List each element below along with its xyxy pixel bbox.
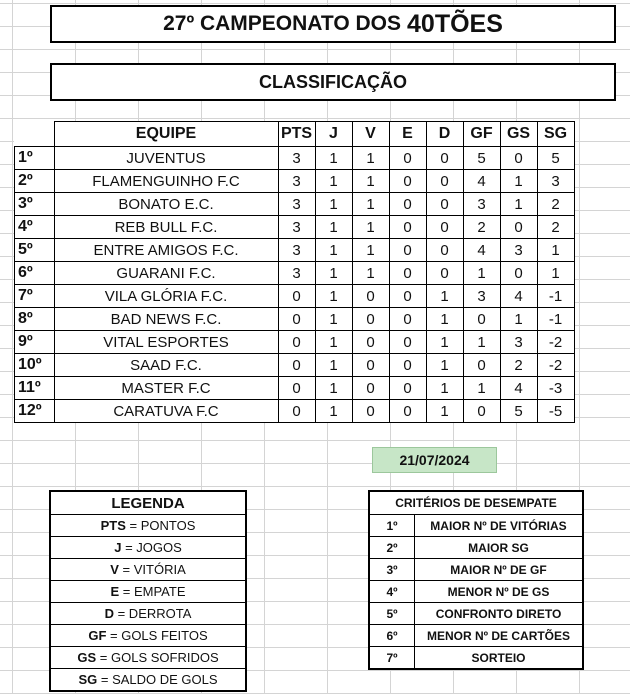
legend-abbr: V	[110, 562, 119, 577]
v-cell: 1	[352, 147, 389, 170]
e-cell: 0	[389, 170, 426, 193]
d-cell: 1	[426, 285, 463, 308]
pts-cell: 3	[278, 216, 315, 239]
d-cell: 0	[426, 216, 463, 239]
d-cell: 1	[426, 400, 463, 423]
d-cell: 1	[426, 354, 463, 377]
legend-abbr: GF	[88, 628, 107, 643]
team-cell: ENTRE AMIGOS F.C.	[54, 239, 278, 262]
criteria-rank: 2º	[369, 537, 415, 559]
sg-cell: -1	[537, 308, 574, 331]
legend-row	[50, 581, 246, 603]
criteria-text: MAIOR Nº DE GF	[415, 559, 584, 581]
v-cell: 0	[352, 308, 389, 331]
legend-meaning: = JOGOS	[121, 540, 182, 555]
gs-cell: 1	[500, 308, 537, 331]
j-cell: 1	[315, 147, 352, 170]
d-cell: 1	[426, 308, 463, 331]
table-row	[15, 285, 575, 308]
table-row	[15, 400, 575, 423]
table-row	[15, 239, 575, 262]
criteria-text: MENOR Nº DE CARTÕES	[415, 625, 584, 647]
gf-cell: 2	[463, 216, 500, 239]
position-cell: 1º	[15, 147, 55, 170]
gf-cell: 0	[463, 308, 500, 331]
sg-cell: -5	[537, 400, 574, 423]
team-cell: JUVENTUS	[54, 147, 278, 170]
legend-title: LEGENDA	[50, 491, 246, 515]
sg-cell: 1	[537, 262, 574, 285]
table-row	[15, 216, 575, 239]
d-cell: 0	[426, 170, 463, 193]
e-cell: 0	[389, 400, 426, 423]
position-cell: 12º	[15, 400, 55, 423]
pts-cell: 0	[278, 400, 315, 423]
gf-cell: 4	[463, 170, 500, 193]
gs-cell: 1	[500, 193, 537, 216]
criteria-rank: 4º	[369, 581, 415, 603]
v-cell: 0	[352, 285, 389, 308]
position-cell: 6º	[15, 262, 55, 285]
d-cell: 0	[426, 239, 463, 262]
gf-cell: 1	[463, 377, 500, 400]
title-number: 40TÕES	[407, 9, 503, 38]
table-row	[15, 354, 575, 377]
gs-cell: 0	[500, 216, 537, 239]
criteria-title: CRITÉRIOS DE DESEMPATE	[369, 491, 583, 515]
sg-cell: -1	[537, 285, 574, 308]
position-cell: 5º	[15, 239, 55, 262]
gf-cell: 4	[463, 239, 500, 262]
legend-item	[50, 669, 246, 692]
legend-item	[50, 537, 246, 559]
gs-cell: 1	[500, 170, 537, 193]
gf-cell: 1	[463, 331, 500, 354]
legend-row	[50, 537, 246, 559]
sg-cell: -2	[537, 331, 574, 354]
legend-meaning: = GOLS SOFRIDOS	[96, 650, 219, 665]
sg-cell: 5	[537, 147, 574, 170]
gs-cell: 3	[500, 331, 537, 354]
v-cell: 1	[352, 170, 389, 193]
position-cell: 10º	[15, 354, 55, 377]
header-gs: GS	[500, 122, 537, 147]
sg-cell: 3	[537, 170, 574, 193]
pts-cell: 3	[278, 193, 315, 216]
j-cell: 1	[315, 377, 352, 400]
standings-header-row	[15, 122, 575, 147]
header-d: D	[426, 122, 463, 147]
legend-meaning: = EMPATE	[119, 584, 186, 599]
gs-cell: 4	[500, 285, 537, 308]
v-cell: 0	[352, 331, 389, 354]
legend-item	[50, 581, 246, 603]
criteria-row	[369, 515, 583, 537]
legend-meaning: = GOLS FEITOS	[106, 628, 208, 643]
pts-cell: 0	[278, 331, 315, 354]
criteria-rank: 3º	[369, 559, 415, 581]
j-cell: 1	[315, 193, 352, 216]
e-cell: 0	[389, 216, 426, 239]
legend-item	[50, 625, 246, 647]
criteria-rank: 7º	[369, 647, 415, 670]
j-cell: 1	[315, 308, 352, 331]
e-cell: 0	[389, 262, 426, 285]
j-cell: 1	[315, 400, 352, 423]
team-cell: MASTER F.C	[54, 377, 278, 400]
header-equipe: EQUIPE	[54, 122, 278, 147]
criteria-text: MENOR Nº DE GS	[415, 581, 584, 603]
position-cell: 9º	[15, 331, 55, 354]
e-cell: 0	[389, 308, 426, 331]
team-cell: CARATUVA F.C	[54, 400, 278, 423]
team-cell: SAAD F.C.	[54, 354, 278, 377]
j-cell: 1	[315, 239, 352, 262]
position-cell: 2º	[15, 170, 55, 193]
gs-cell: 4	[500, 377, 537, 400]
sg-cell: 1	[537, 239, 574, 262]
v-cell: 0	[352, 377, 389, 400]
pts-cell: 0	[278, 285, 315, 308]
header-sg: SG	[537, 122, 574, 147]
d-cell: 0	[426, 147, 463, 170]
gs-cell: 0	[500, 262, 537, 285]
j-cell: 1	[315, 216, 352, 239]
e-cell: 0	[389, 331, 426, 354]
d-cell: 1	[426, 377, 463, 400]
legend-meaning: = VITÓRIA	[118, 562, 186, 577]
legend-item	[50, 515, 246, 537]
legend-row	[50, 647, 246, 669]
criteria-row	[369, 647, 583, 670]
legend-abbr: PTS	[100, 518, 126, 533]
j-cell: 1	[315, 354, 352, 377]
sg-cell: -3	[537, 377, 574, 400]
e-cell: 0	[389, 354, 426, 377]
pts-cell: 3	[278, 170, 315, 193]
pts-cell: 3	[278, 239, 315, 262]
gf-cell: 3	[463, 285, 500, 308]
criteria-row	[369, 559, 583, 581]
team-cell: VILA GLÓRIA F.C.	[54, 285, 278, 308]
v-cell: 1	[352, 262, 389, 285]
title-prefix: 27º CAMPEONATO DOS	[163, 12, 402, 35]
legend-meaning: = SALDO DE GOLS	[97, 672, 218, 687]
team-cell: FLAMENGUINHO F.C	[54, 170, 278, 193]
criteria-text: SORTEIO	[415, 647, 584, 670]
team-cell: BAD NEWS F.C.	[54, 308, 278, 331]
position-cell: 3º	[15, 193, 55, 216]
team-cell: GUARANI F.C.	[54, 262, 278, 285]
gs-cell: 0	[500, 147, 537, 170]
gf-cell: 1	[463, 262, 500, 285]
legend-abbr: E	[110, 584, 120, 599]
legend-item	[50, 603, 246, 625]
date-cell: 21/07/2024	[372, 447, 497, 473]
criteria-rank: 1º	[369, 515, 415, 537]
gs-cell: 3	[500, 239, 537, 262]
v-cell: 1	[352, 239, 389, 262]
sg-cell: -2	[537, 354, 574, 377]
legend-row	[50, 559, 246, 581]
header-e: E	[389, 122, 426, 147]
e-cell: 0	[389, 193, 426, 216]
table-row	[15, 193, 575, 216]
j-cell: 1	[315, 262, 352, 285]
v-cell: 1	[352, 193, 389, 216]
gf-cell: 0	[463, 354, 500, 377]
table-row	[15, 331, 575, 354]
legend-meaning: = DERROTA	[113, 606, 192, 621]
legend-item	[50, 559, 246, 581]
table-row	[15, 147, 575, 170]
v-cell: 0	[352, 354, 389, 377]
j-cell: 1	[315, 331, 352, 354]
legend-item	[50, 647, 246, 669]
d-cell: 0	[426, 193, 463, 216]
legend-abbr: GS	[77, 650, 97, 665]
header-blank	[15, 122, 55, 147]
table-row	[15, 262, 575, 285]
e-cell: 0	[389, 147, 426, 170]
legend-meaning: = PONTOS	[125, 518, 196, 533]
table-row	[15, 377, 575, 400]
standings-table	[14, 121, 575, 423]
legend-table	[49, 490, 247, 692]
sg-cell: 2	[537, 216, 574, 239]
tiebreak-criteria-table	[368, 490, 584, 670]
legend-row	[50, 515, 246, 537]
pts-cell: 0	[278, 377, 315, 400]
header-j: J	[315, 122, 352, 147]
e-cell: 0	[389, 285, 426, 308]
position-cell: 11º	[15, 377, 55, 400]
criteria-text: MAIOR SG	[415, 537, 584, 559]
criteria-row	[369, 603, 583, 625]
team-cell: REB BULL F.C.	[54, 216, 278, 239]
e-cell: 0	[389, 239, 426, 262]
position-cell: 7º	[15, 285, 55, 308]
team-cell: VITAL ESPORTES	[54, 331, 278, 354]
j-cell: 1	[315, 285, 352, 308]
page-title	[50, 5, 616, 43]
table-row	[15, 308, 575, 331]
pts-cell: 0	[278, 354, 315, 377]
gf-cell: 0	[463, 400, 500, 423]
legend-row	[50, 625, 246, 647]
pts-cell: 3	[278, 262, 315, 285]
header-pts: PTS	[278, 122, 315, 147]
position-cell: 8º	[15, 308, 55, 331]
section-title: CLASSIFICAÇÃO	[50, 63, 616, 101]
v-cell: 0	[352, 400, 389, 423]
criteria-text: CONFRONTO DIRETO	[415, 603, 584, 625]
criteria-text: MAIOR Nº DE VITÓRIAS	[415, 515, 584, 537]
legend-row	[50, 603, 246, 625]
legend-abbr: J	[114, 540, 122, 555]
criteria-rank: 5º	[369, 603, 415, 625]
legend-row	[50, 669, 246, 692]
v-cell: 1	[352, 216, 389, 239]
j-cell: 1	[315, 170, 352, 193]
pts-cell: 3	[278, 147, 315, 170]
header-v: V	[352, 122, 389, 147]
legend-abbr: SG	[78, 672, 98, 687]
gs-cell: 5	[500, 400, 537, 423]
sg-cell: 2	[537, 193, 574, 216]
team-cell: BONATO E.C.	[54, 193, 278, 216]
pts-cell: 0	[278, 308, 315, 331]
d-cell: 1	[426, 331, 463, 354]
criteria-row	[369, 537, 583, 559]
e-cell: 0	[389, 377, 426, 400]
criteria-row	[369, 581, 583, 603]
legend-abbr: D	[104, 606, 114, 621]
criteria-row	[369, 625, 583, 647]
gf-cell: 3	[463, 193, 500, 216]
position-cell: 4º	[15, 216, 55, 239]
gs-cell: 2	[500, 354, 537, 377]
d-cell: 0	[426, 262, 463, 285]
table-row	[15, 170, 575, 193]
header-gf: GF	[463, 122, 500, 147]
criteria-rank: 6º	[369, 625, 415, 647]
gf-cell: 5	[463, 147, 500, 170]
